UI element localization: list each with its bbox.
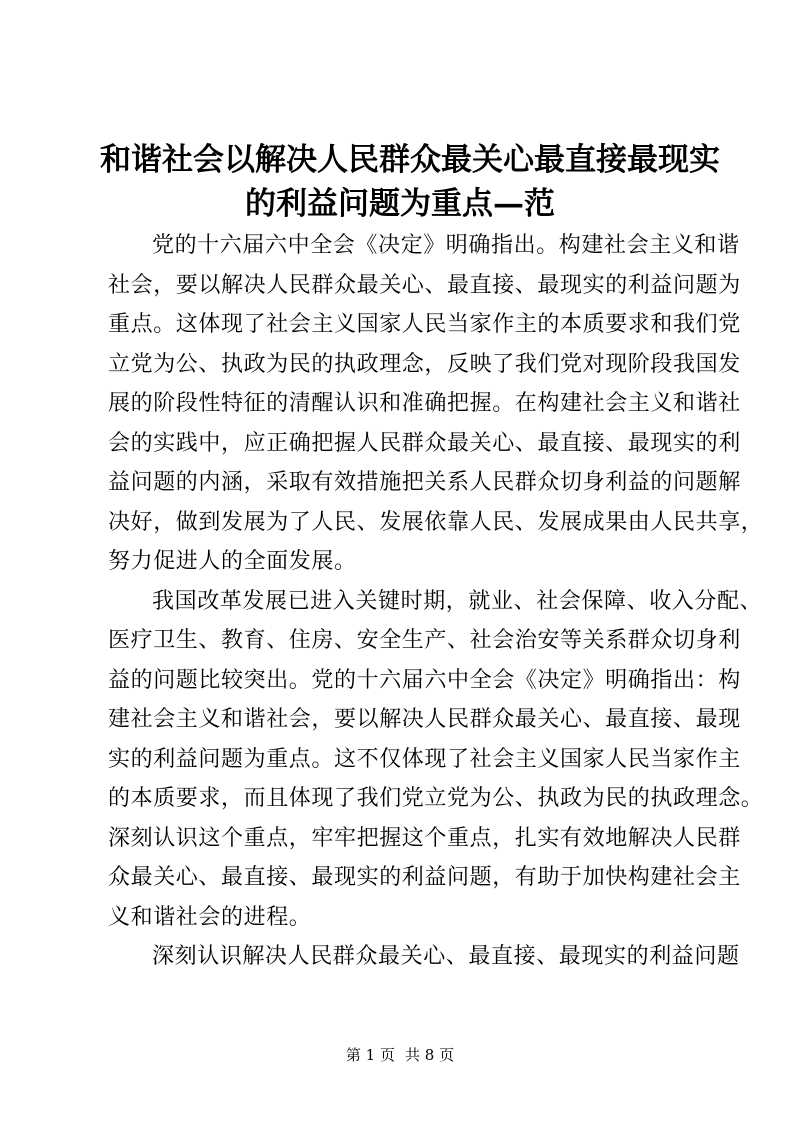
paragraph-line: 我国改革发展已进入关键时期，就业、社会保障、收入分配、 bbox=[152, 588, 763, 614]
paragraph-line: 众最关心、最直接、最现实的利益问题，有助于加快构建社会主 bbox=[108, 865, 741, 890]
document-title bbox=[100, 138, 720, 226]
paragraph-line: 展的阶段性特征的清醒认识和准确把握。在构建社会主义和谐社 bbox=[108, 391, 741, 416]
title-line: 和谐社会以解决人民群众最关心最直接最现实 bbox=[100, 142, 720, 178]
paragraph-line: 努力促进人的全面发展。 bbox=[108, 549, 357, 574]
page-footer bbox=[0, 1045, 800, 1065]
paragraph-line: 益的问题比较突出。党的十六届六中全会《决定》明确指出：构 bbox=[108, 667, 741, 693]
paragraph-line: 实的利益问题为重点。这不仅体现了社会主义国家人民当家作主 bbox=[108, 746, 741, 772]
paragraph-line: 的本质要求，而且体现了我们党立党为公、执政为民的执政理念。 bbox=[108, 786, 764, 811]
page-number-label: 第 1 页 bbox=[345, 1046, 395, 1064]
paragraph-line: 深刻认识解决人民群众最关心、最直接、最现实的利益问题 bbox=[152, 944, 740, 969]
paragraph-line: 社会，要以解决人民群众最关心、最直接、最现实的利益问题为 bbox=[108, 272, 741, 298]
paragraph-line: 建社会主义和谐社会，要以解决人民群众最关心、最直接、最现 bbox=[108, 707, 741, 732]
paragraph-line: 决好，做到发展为了人民、发展依靠人民、发展成果由人民共享， bbox=[108, 509, 764, 535]
paragraph-line: 重点。这体现了社会主义国家人民当家作主的本质要求和我们党 bbox=[108, 312, 741, 337]
paragraph-line: 益问题的内涵，采取有效措施把关系人民群众切身利益的问题解 bbox=[108, 470, 741, 495]
paragraph-line: 会的实践中，应正确把握人民群众最关心、最直接、最现实的利 bbox=[108, 430, 741, 456]
paragraph-line: 义和谐社会的进程。 bbox=[108, 904, 312, 930]
paragraph-line: 党的十六届六中全会《决定》明确指出。构建社会主义和谐 bbox=[152, 233, 740, 258]
paragraph-line: 医疗卫生、教育、住房、安全生产、社会治安等关系群众切身利 bbox=[108, 628, 741, 653]
paragraph-line: 深刻认识这个重点，牢牢把握这个重点，扎实有效地解决人民群 bbox=[108, 825, 741, 851]
document-body bbox=[108, 226, 764, 977]
paragraph bbox=[108, 937, 740, 977]
paragraph-line: 立党为公、执政为民的执政理念，反映了我们党对现阶段我国发 bbox=[108, 351, 741, 377]
paragraph bbox=[108, 226, 764, 582]
page-total-label: 共 8 页 bbox=[405, 1046, 455, 1064]
paragraph bbox=[108, 582, 764, 938]
title-line: 的利益问题为重点—范 bbox=[245, 186, 555, 222]
